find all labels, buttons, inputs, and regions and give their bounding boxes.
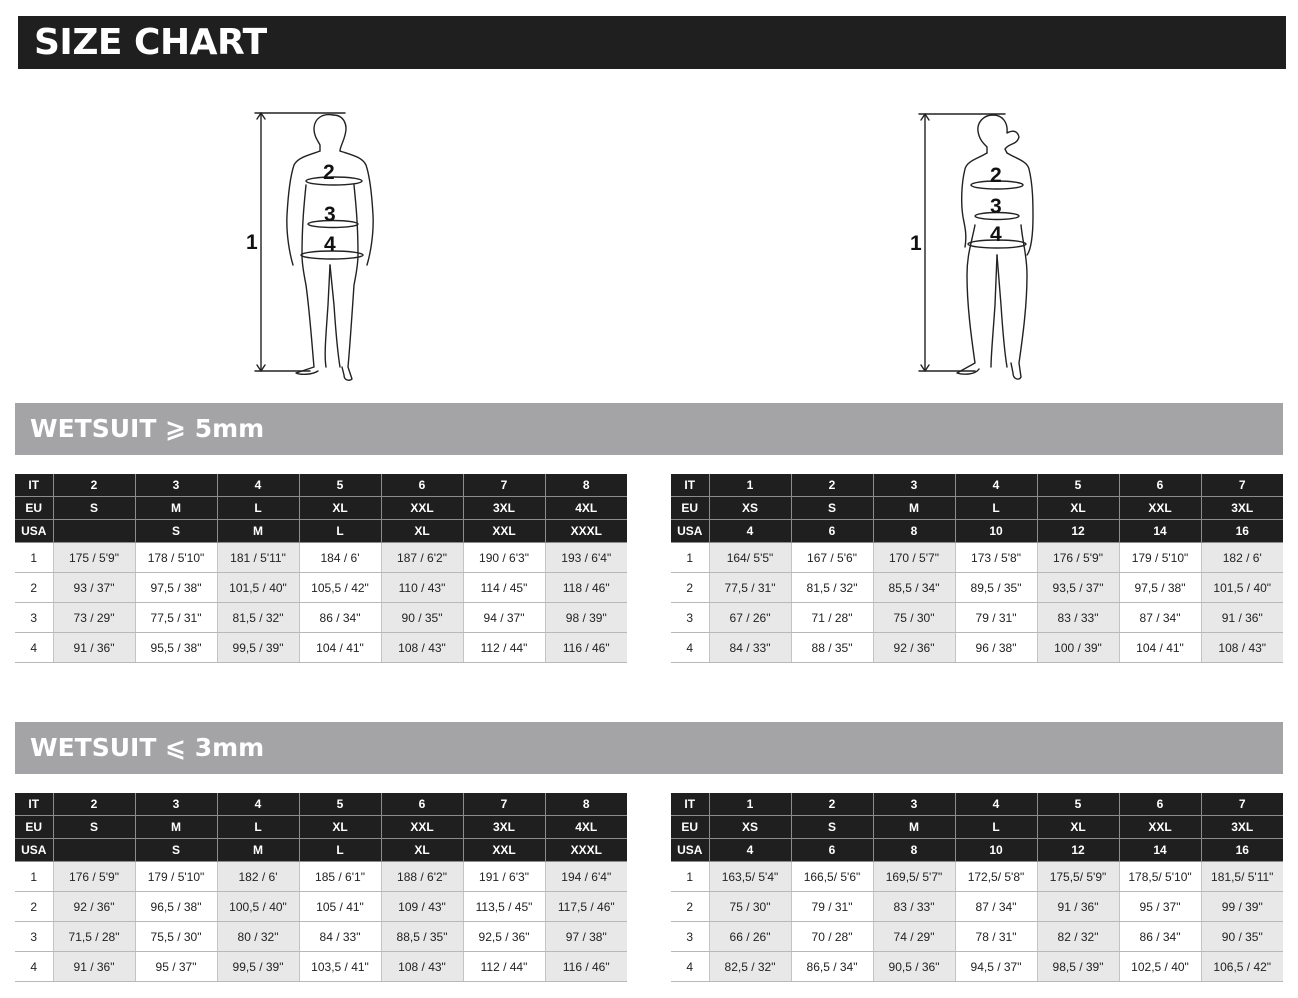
measurement-cell: 176 / 5'9" <box>1037 543 1119 573</box>
size-cell: 4 <box>709 520 791 543</box>
female-label-1: 1 <box>910 232 922 255</box>
table-row <box>15 633 627 663</box>
size-cell: 6 <box>1119 793 1201 816</box>
measurement-cell: 94 / 37" <box>463 603 545 633</box>
measurement-cell: 100,5 / 40" <box>217 892 299 922</box>
table-row <box>671 573 1283 603</box>
male-label-2: 2 <box>323 161 335 184</box>
measurement-cell: 179 / 5'10" <box>135 862 217 892</box>
measurement-number: 4 <box>15 633 53 663</box>
measurement-number: 3 <box>15 922 53 952</box>
measurement-cell: 89,5 / 35" <box>955 573 1037 603</box>
row-label: IT <box>15 474 53 497</box>
size-cell: XXL <box>381 816 463 839</box>
measurement-number: 3 <box>671 603 709 633</box>
size-cell: M <box>873 497 955 520</box>
size-cell: M <box>217 839 299 862</box>
male-label-4: 4 <box>324 233 336 256</box>
measurement-cell: 184 / 6' <box>299 543 381 573</box>
measurement-cell: 164/ 5'5" <box>709 543 791 573</box>
table-row <box>671 892 1283 922</box>
measurement-cell: 66 / 26" <box>709 922 791 952</box>
size-cell: S <box>135 839 217 862</box>
size-cell: S <box>53 816 135 839</box>
measurement-cell: 75,5 / 30" <box>135 922 217 952</box>
size-cell: 5 <box>299 474 381 497</box>
male-label-1: 1 <box>246 231 258 254</box>
header-row <box>15 793 627 816</box>
measurement-cell: 97,5 / 38" <box>135 573 217 603</box>
measurement-cell: 80 / 32" <box>217 922 299 952</box>
header-row <box>15 839 627 862</box>
section-title: WETSUIT ⩽ 3mm <box>30 733 265 762</box>
measurement-cell: 88 / 35" <box>791 633 873 663</box>
measurement-cell: 187 / 6'2" <box>381 543 463 573</box>
size-cell: 4 <box>709 839 791 862</box>
measurement-number: 1 <box>671 543 709 573</box>
table-row <box>671 633 1283 663</box>
section-bar-5mm <box>15 403 1283 455</box>
size-cell: 4 <box>217 474 299 497</box>
male-label-3: 3 <box>324 203 336 226</box>
page-title: SIZE CHART <box>34 22 267 63</box>
measurement-cell: 73 / 29" <box>53 603 135 633</box>
measurement-cell: 99 / 39" <box>1201 892 1283 922</box>
measurement-number: 2 <box>671 892 709 922</box>
table-row <box>671 922 1283 952</box>
size-cell: XXXL <box>545 520 627 543</box>
measurement-cell: 93,5 / 37" <box>1037 573 1119 603</box>
size-cell: L <box>955 816 1037 839</box>
size-cell: 6 <box>381 474 463 497</box>
size-cell: 8 <box>545 474 627 497</box>
measurement-number: 4 <box>15 952 53 982</box>
size-cell: 3 <box>135 793 217 816</box>
measurement-cell: 105 / 41" <box>299 892 381 922</box>
measurement-cell: 97 / 38" <box>545 922 627 952</box>
measurement-cell: 105,5 / 42" <box>299 573 381 603</box>
header-row <box>671 474 1283 497</box>
size-cell: 3XL <box>1201 816 1283 839</box>
size-cell: 3 <box>135 474 217 497</box>
size-cell: 6 <box>791 839 873 862</box>
measurement-cell: 83 / 33" <box>1037 603 1119 633</box>
size-cell <box>53 520 135 543</box>
measurement-cell: 67 / 26" <box>709 603 791 633</box>
size-cell: XXXL <box>545 839 627 862</box>
measurement-cell: 112 / 44" <box>463 633 545 663</box>
size-cell: 7 <box>1201 793 1283 816</box>
measurement-cell: 175 / 5'9" <box>53 543 135 573</box>
measurement-cell: 102,5 / 40" <box>1119 952 1201 982</box>
measurement-cell: 87 / 34" <box>1119 603 1201 633</box>
female-torso <box>962 153 987 247</box>
size-cell: 3XL <box>463 497 545 520</box>
measurement-cell: 178,5/ 5'10" <box>1119 862 1201 892</box>
size-cell: 2 <box>53 793 135 816</box>
size-cell: 3XL <box>463 816 545 839</box>
size-cell: 7 <box>463 793 545 816</box>
row-label: EU <box>15 816 53 839</box>
measurement-cell: 75 / 30" <box>873 603 955 633</box>
table-row <box>15 603 627 633</box>
header-row <box>671 520 1283 543</box>
measurement-cell: 193 / 6'4" <box>545 543 627 573</box>
measurement-cell: 191 / 6'3" <box>463 862 545 892</box>
measurement-cell: 188 / 6'2" <box>381 862 463 892</box>
size-cell: M <box>135 497 217 520</box>
measurement-cell: 116 / 46" <box>545 952 627 982</box>
size-cell: 8 <box>873 520 955 543</box>
size-cell: 16 <box>1201 520 1283 543</box>
size-cell: 4XL <box>545 497 627 520</box>
measurement-cell: 113,5 / 45" <box>463 892 545 922</box>
measurement-cell: 81,5 / 32" <box>217 603 299 633</box>
measurement-cell: 93 / 37" <box>53 573 135 603</box>
measurement-cell: 181,5/ 5'11" <box>1201 862 1283 892</box>
row-label: IT <box>671 474 709 497</box>
measurement-cell: 96,5 / 38" <box>135 892 217 922</box>
measurement-cell: 104 / 41" <box>299 633 381 663</box>
measurement-cell: 88,5 / 35" <box>381 922 463 952</box>
size-cell: XL <box>299 497 381 520</box>
measurement-cell: 190 / 6'3" <box>463 543 545 573</box>
size-cell: 4XL <box>545 816 627 839</box>
size-cell: 7 <box>1201 474 1283 497</box>
measurement-cell: 167 / 5'6" <box>791 543 873 573</box>
female-label-2: 2 <box>990 164 1002 187</box>
row-label: EU <box>15 497 53 520</box>
measurement-cell: 84 / 33" <box>709 633 791 663</box>
size-cell: 6 <box>791 520 873 543</box>
size-cell: L <box>299 839 381 862</box>
row-label: EU <box>671 816 709 839</box>
measurement-cell: 172,5/ 5'8" <box>955 862 1037 892</box>
measurement-cell: 99,5 / 39" <box>217 952 299 982</box>
men-size-table-3mm <box>15 793 627 982</box>
measurement-number: 1 <box>15 543 53 573</box>
measurement-cell: 75 / 30" <box>709 892 791 922</box>
measurement-cell: 163,5/ 5'4" <box>709 862 791 892</box>
row-label: IT <box>15 793 53 816</box>
women-size-table-3mm <box>671 793 1283 982</box>
size-cell: L <box>217 497 299 520</box>
size-cell: XL <box>299 816 381 839</box>
measurement-cell: 95,5 / 38" <box>135 633 217 663</box>
female-body-figure <box>905 105 1055 385</box>
measurement-cell: 101,5 / 40" <box>217 573 299 603</box>
table-row <box>671 603 1283 633</box>
size-cell: 1 <box>709 474 791 497</box>
row-label: IT <box>671 793 709 816</box>
size-cell: L <box>955 497 1037 520</box>
size-cell: XXL <box>463 520 545 543</box>
size-cell: 10 <box>955 839 1037 862</box>
measurement-cell: 176 / 5'9" <box>53 862 135 892</box>
header-row <box>671 793 1283 816</box>
size-cell: XXL <box>381 497 463 520</box>
measurement-cell: 104 / 41" <box>1119 633 1201 663</box>
size-cell: 1 <box>709 793 791 816</box>
size-cell: 2 <box>791 793 873 816</box>
measurement-number: 4 <box>671 633 709 663</box>
table-row <box>671 543 1283 573</box>
measurement-number: 1 <box>671 862 709 892</box>
measurement-cell: 166,5/ 5'6" <box>791 862 873 892</box>
size-cell: 8 <box>873 839 955 862</box>
measurement-cell: 117,5 / 46" <box>545 892 627 922</box>
size-cell: 4 <box>955 474 1037 497</box>
measurement-cell: 108 / 43" <box>1201 633 1283 663</box>
measurement-number: 3 <box>15 603 53 633</box>
measurement-cell: 178 / 5'10" <box>135 543 217 573</box>
measurement-cell: 97,5 / 38" <box>1119 573 1201 603</box>
size-cell: L <box>299 520 381 543</box>
male-body-figure <box>240 105 390 385</box>
measurement-cell: 94,5 / 37" <box>955 952 1037 982</box>
measurement-cell: 77,5 / 31" <box>135 603 217 633</box>
measurement-cell: 109 / 43" <box>381 892 463 922</box>
size-cell: L <box>217 816 299 839</box>
measurement-cell: 182 / 6' <box>1201 543 1283 573</box>
measurement-cell: 79 / 31" <box>955 603 1037 633</box>
size-cell: 5 <box>1037 793 1119 816</box>
measurement-cell: 74 / 29" <box>873 922 955 952</box>
measurement-cell: 87 / 34" <box>955 892 1037 922</box>
size-cell: 7 <box>463 474 545 497</box>
size-cell: 4 <box>955 793 1037 816</box>
measurement-cell: 92 / 36" <box>873 633 955 663</box>
measurement-cell: 169,5/ 5'7" <box>873 862 955 892</box>
measurement-cell: 116 / 46" <box>545 633 627 663</box>
table-row <box>15 892 627 922</box>
size-cell: XXL <box>1119 497 1201 520</box>
size-cell: XL <box>1037 497 1119 520</box>
size-cell: S <box>53 497 135 520</box>
row-label: USA <box>15 520 53 543</box>
measurement-cell: 82,5 / 32" <box>709 952 791 982</box>
section-bar-3mm <box>15 722 1283 774</box>
table-row <box>15 573 627 603</box>
measurement-cell: 85,5 / 34" <box>873 573 955 603</box>
measurement-cell: 194 / 6'4" <box>545 862 627 892</box>
measurement-cell: 71 / 28" <box>791 603 873 633</box>
measurement-cell: 103,5 / 41" <box>299 952 381 982</box>
size-cell: XXL <box>1119 816 1201 839</box>
section-title: WETSUIT ⩾ 5mm <box>30 414 265 443</box>
measurement-cell: 98 / 39" <box>545 603 627 633</box>
header-row <box>15 474 627 497</box>
measurement-cell: 181 / 5'11" <box>217 543 299 573</box>
size-cell: 14 <box>1119 520 1201 543</box>
measurement-cell: 91 / 36" <box>53 633 135 663</box>
measurement-cell: 173 / 5'8" <box>955 543 1037 573</box>
size-cell: 6 <box>381 793 463 816</box>
table-row <box>671 952 1283 982</box>
measurement-number: 4 <box>671 952 709 982</box>
size-cell: 5 <box>1037 474 1119 497</box>
size-cell: 12 <box>1037 839 1119 862</box>
measurement-cell: 71,5 / 28" <box>53 922 135 952</box>
measurement-cell: 92 / 36" <box>53 892 135 922</box>
size-cell: 14 <box>1119 839 1201 862</box>
measurement-cell: 185 / 6'1" <box>299 862 381 892</box>
measurement-cell: 90 / 35" <box>381 603 463 633</box>
size-cell: 3XL <box>1201 497 1283 520</box>
measurement-cell: 175,5/ 5'9" <box>1037 862 1119 892</box>
size-cell: S <box>791 497 873 520</box>
women-size-table-5mm <box>671 474 1283 663</box>
measurement-cell: 112 / 44" <box>463 952 545 982</box>
measurement-number: 3 <box>671 922 709 952</box>
measurement-cell: 70 / 28" <box>791 922 873 952</box>
size-cell: 10 <box>955 520 1037 543</box>
measurement-cell: 77,5 / 31" <box>709 573 791 603</box>
size-cell: M <box>135 816 217 839</box>
measurement-cell: 86 / 34" <box>299 603 381 633</box>
men-size-table-5mm <box>15 474 627 663</box>
table-row <box>15 543 627 573</box>
measurement-number: 2 <box>15 892 53 922</box>
measurement-cell: 91 / 36" <box>53 952 135 982</box>
female-label-4: 4 <box>990 223 1002 246</box>
measurement-cell: 81,5 / 32" <box>791 573 873 603</box>
female-head <box>978 115 993 153</box>
measurement-number: 2 <box>15 573 53 603</box>
measurement-cell: 179 / 5'10" <box>1119 543 1201 573</box>
size-cell: 5 <box>299 793 381 816</box>
size-cell: M <box>873 816 955 839</box>
header-row <box>15 520 627 543</box>
header-row <box>15 497 627 520</box>
measurement-cell: 110 / 43" <box>381 573 463 603</box>
measurement-cell: 100 / 39" <box>1037 633 1119 663</box>
size-cell: 2 <box>53 474 135 497</box>
measurement-cell: 108 / 43" <box>381 633 463 663</box>
size-cell: M <box>217 520 299 543</box>
measurement-cell: 101,5 / 40" <box>1201 573 1283 603</box>
header-row <box>671 839 1283 862</box>
size-cell: XL <box>381 839 463 862</box>
measurement-cell: 92,5 / 36" <box>463 922 545 952</box>
title-bar <box>18 16 1286 69</box>
size-cell: 3 <box>873 474 955 497</box>
measurement-cell: 84 / 33" <box>299 922 381 952</box>
measurement-cell: 98,5 / 39" <box>1037 952 1119 982</box>
measurement-cell: 95 / 37" <box>1119 892 1201 922</box>
size-cell: 16 <box>1201 839 1283 862</box>
size-cell <box>53 839 135 862</box>
size-cell: 12 <box>1037 520 1119 543</box>
size-cell: XL <box>381 520 463 543</box>
size-cell: XS <box>709 497 791 520</box>
header-row <box>671 816 1283 839</box>
size-cell: XXL <box>463 839 545 862</box>
female-label-3: 3 <box>990 195 1002 218</box>
row-label: USA <box>671 839 709 862</box>
measurement-cell: 86 / 34" <box>1119 922 1201 952</box>
measurement-number: 2 <box>671 573 709 603</box>
measurement-cell: 114 / 45" <box>463 573 545 603</box>
measurement-cell: 82 / 32" <box>1037 922 1119 952</box>
size-cell: 6 <box>1119 474 1201 497</box>
size-cell: 2 <box>791 474 873 497</box>
measurement-cell: 99,5 / 39" <box>217 633 299 663</box>
measurement-cell: 91 / 36" <box>1037 892 1119 922</box>
measurement-number: 1 <box>15 862 53 892</box>
table-row <box>15 862 627 892</box>
measurement-cell: 118 / 46" <box>545 573 627 603</box>
size-cell: S <box>135 520 217 543</box>
measurement-cell: 90 / 35" <box>1201 922 1283 952</box>
measurement-cell: 79 / 31" <box>791 892 873 922</box>
measurement-cell: 95 / 37" <box>135 952 217 982</box>
measurement-cell: 96 / 38" <box>955 633 1037 663</box>
size-cell: 4 <box>217 793 299 816</box>
male-head <box>314 115 333 151</box>
row-label: USA <box>15 839 53 862</box>
header-row <box>671 497 1283 520</box>
row-label: USA <box>671 520 709 543</box>
measurement-cell: 91 / 36" <box>1201 603 1283 633</box>
row-label: EU <box>671 497 709 520</box>
measurement-cell: 83 / 33" <box>873 892 955 922</box>
size-cell: XL <box>1037 816 1119 839</box>
table-row <box>15 922 627 952</box>
measurement-cell: 108 / 43" <box>381 952 463 982</box>
size-cell: 8 <box>545 793 627 816</box>
measurement-cell: 90,5 / 36" <box>873 952 955 982</box>
header-row <box>15 816 627 839</box>
table-row <box>671 862 1283 892</box>
size-cell: XS <box>709 816 791 839</box>
size-cell: S <box>791 816 873 839</box>
measurement-cell: 78 / 31" <box>955 922 1037 952</box>
measurement-cell: 106,5 / 42" <box>1201 952 1283 982</box>
measurement-cell: 86,5 / 34" <box>791 952 873 982</box>
table-row <box>15 952 627 982</box>
measurement-cell: 170 / 5'7" <box>873 543 955 573</box>
measurement-cell: 182 / 6' <box>217 862 299 892</box>
size-cell: 3 <box>873 793 955 816</box>
